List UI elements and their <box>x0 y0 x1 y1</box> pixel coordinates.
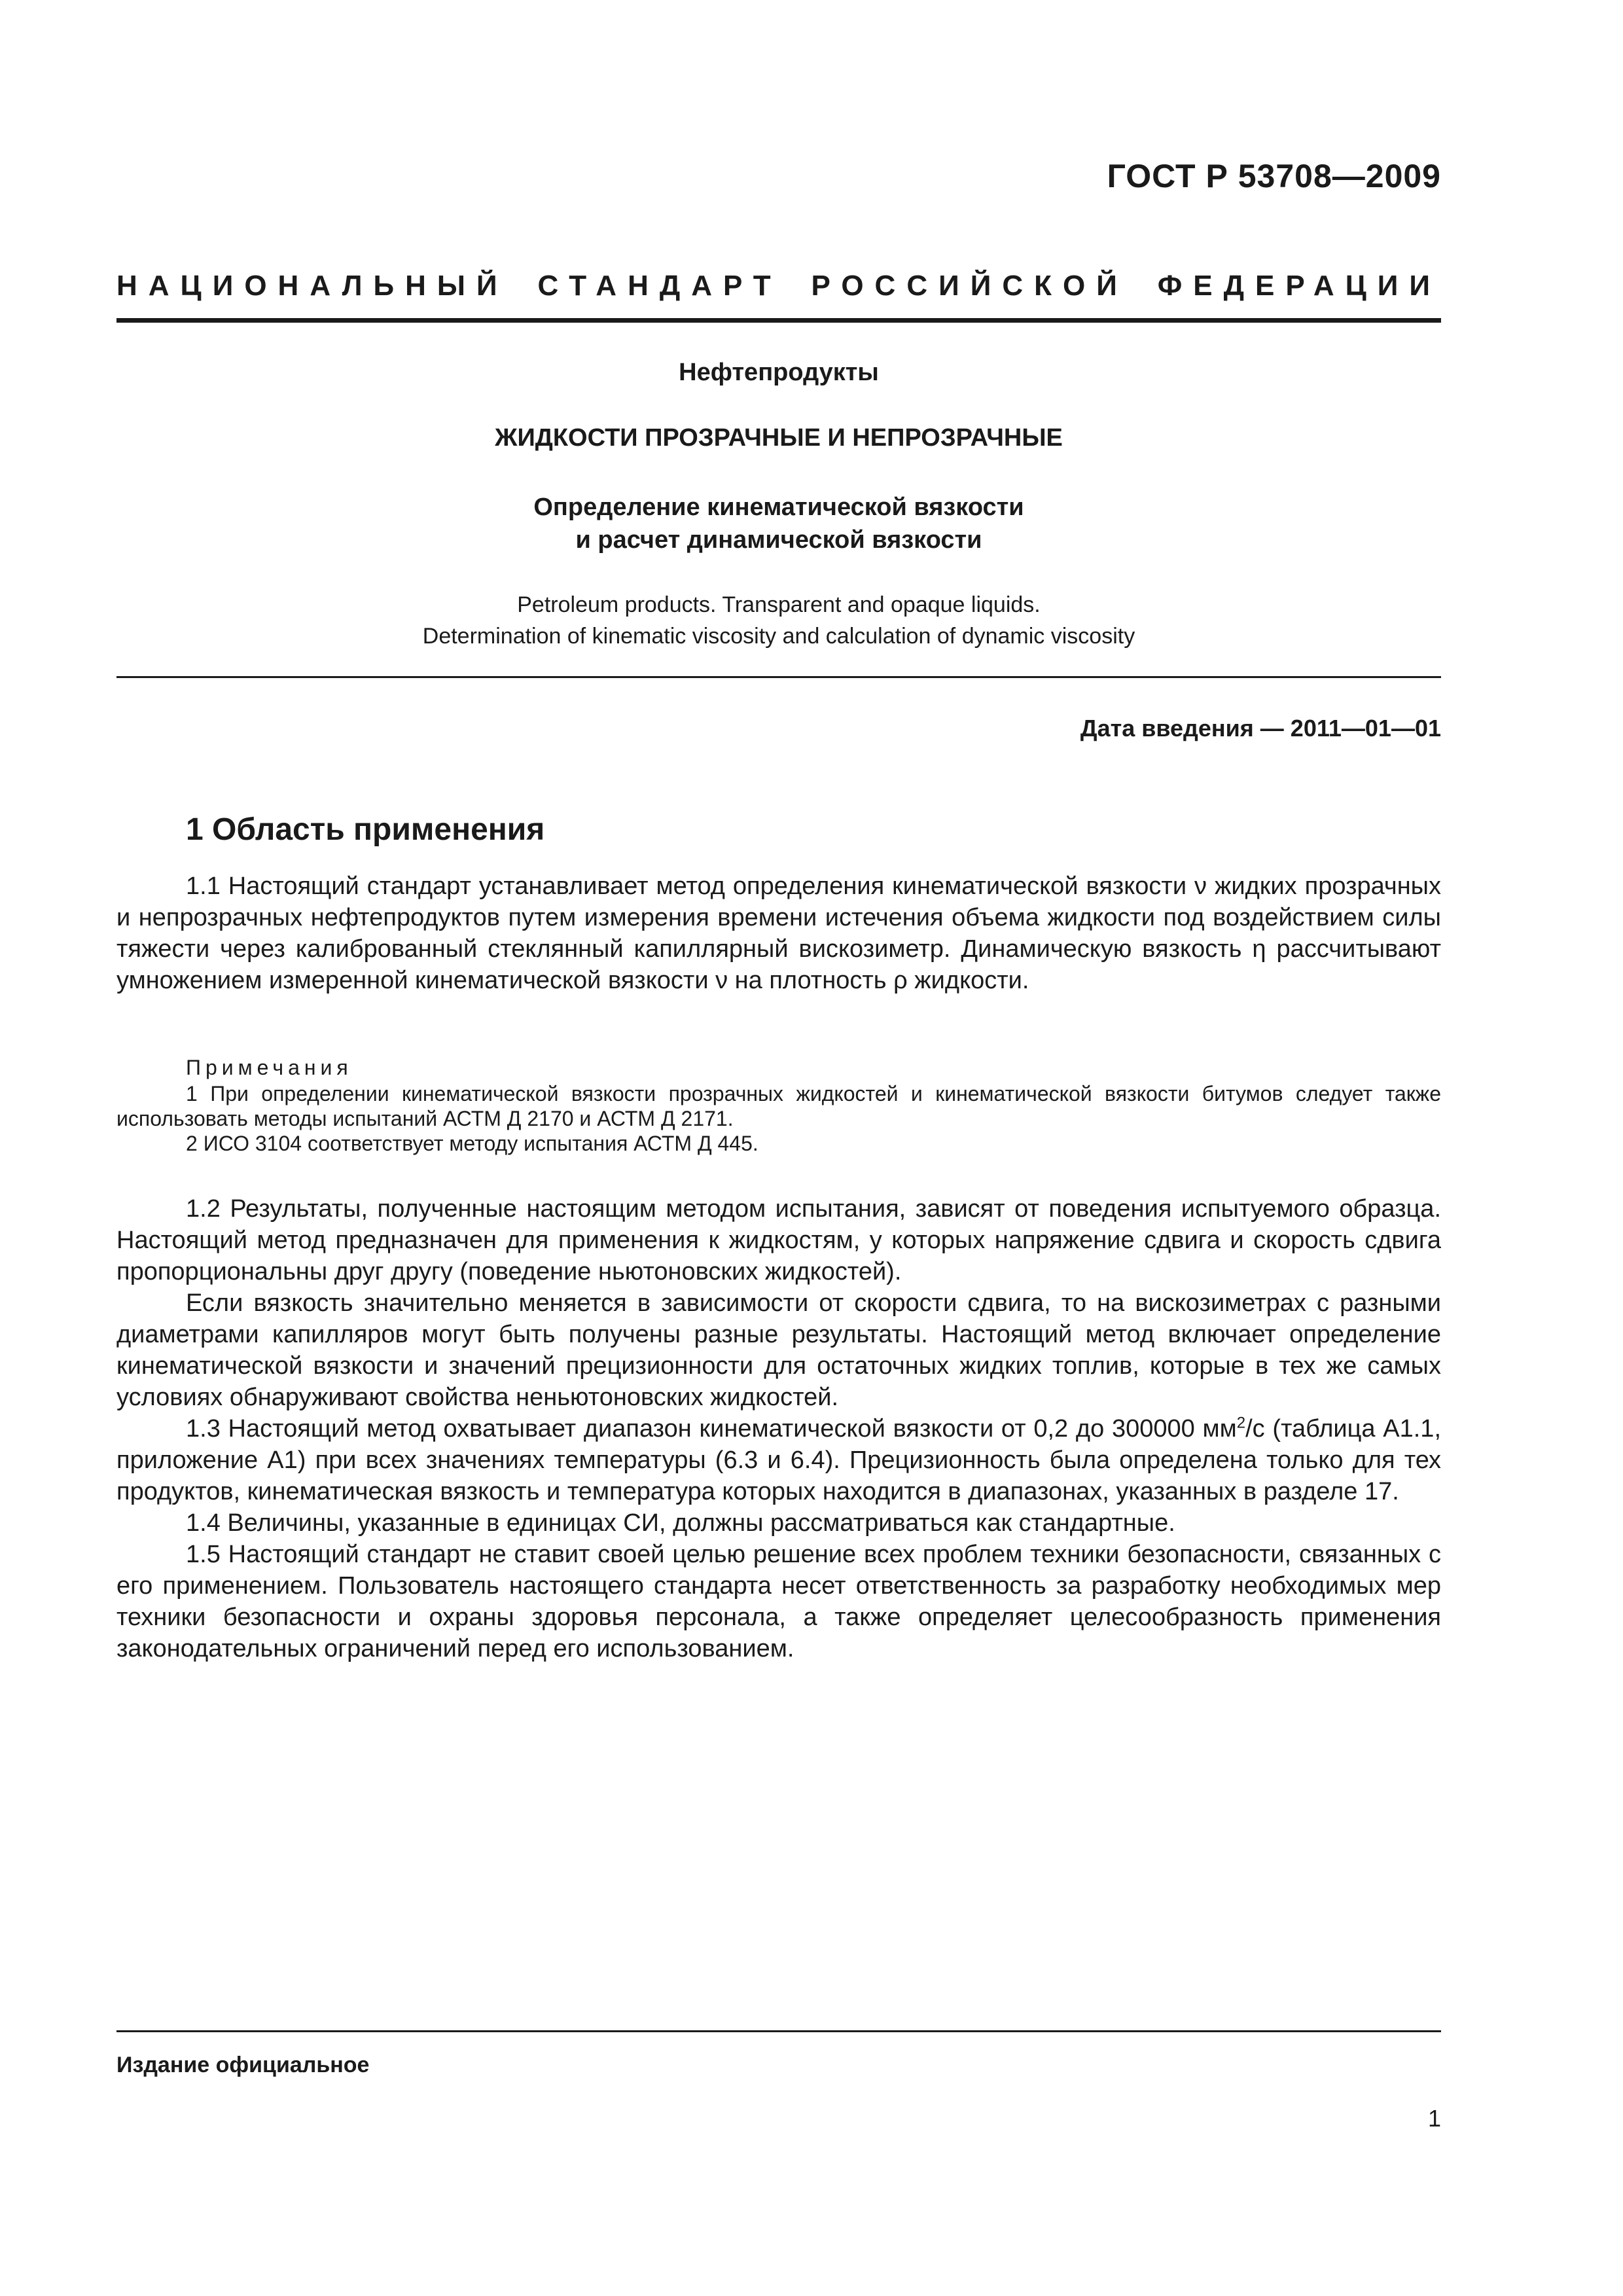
document-subtitle <box>116 491 1441 556</box>
paragraph-1-5: 1.5 Настоящий стандарт не ставит своей целью решение всех проблем техники безопасности, связанных с его применением. Пользователь настоящего стандарта несет ответственность за разработку необходимых мер техники безопасности и охраны здоровья персонала, а также определяет целесообразность применения законодательных ограничений перед его использованием. <box>116 1541 1441 1662</box>
footer-rule <box>116 2030 1441 2032</box>
paragraphs-1-2-to-1-5 <box>116 1193 1441 1664</box>
national-standard-title: НАЦИОНАЛЬНЫЙ СТАНДАРТ РОССИЙСКОЙ ФЕДЕРАЦИИ <box>116 270 1441 302</box>
gost-number: ГОСТ Р 53708—2009 <box>1107 158 1441 194</box>
note-2: 2 ИСО 3104 соответствует методу испытания АСТМ Д 445. <box>186 1132 758 1155</box>
english-title-line-1: Petroleum products. Transparent and opaque liquids. <box>517 592 1041 617</box>
subtitle-line-2: и расчет динамической вязкости <box>575 526 982 554</box>
page-number: 1 <box>1427 2105 1441 2132</box>
paragraph-1-3 <box>116 1413 1441 1507</box>
superscript-two: 2 <box>1236 1414 1246 1432</box>
english-title-line-2: Determination of kinematic viscosity and calculation of dynamic viscosity <box>422 624 1135 649</box>
subject-heading: Нефтепродукты <box>679 359 879 386</box>
notes-heading: Примечания <box>186 1056 353 1079</box>
section-heading: 1 Область применения <box>186 812 545 847</box>
paragraph-1-3-end: /с (таблица А1.1, приложение А1) при всех значениях температуры (6.3 и 6.4). Прецизионность была определена только для тех продуктов, кинематическая вязкость и температура которых находится в диапазонах, указанных в разделе 17. <box>116 1415 1442 1505</box>
paragraph-1-2: 1.2 Результаты, полученные настоящим методом испытания, зависят от поведения испытуемого образца. Настоящий метод предназначен для применения к жидкостям, у которых напряжение сдвига и скорость сдвига пропорциональны друг другу (поведение ньютоновских жидкостей). <box>116 1195 1441 1285</box>
paragraph-1-2-continued: Если вязкость значительно меняется в зависимости от скорости сдвига, то на вискозиметрах с разными диаметрами капилляров могут быть получены разные результаты. Настоящий метод включает определение кинематической вязкости и значений прецизионности для остаточных жидких топлив, которые в тех же самых условиях обнаруживают свойства неньютоновских жидкостей. <box>116 1289 1441 1411</box>
paragraph-1-3-start: 1.3 Настоящий метод охватывает диапазон кинематической вязкости от 0,2 до 300000 мм <box>186 1415 1237 1443</box>
subtitle-line-1: Определение кинематической вязкости <box>533 493 1024 521</box>
english-title <box>116 589 1441 652</box>
note-1: 1 При определении кинематической вязкости прозрачных жидкостей и кинематической вязкости битумов следует также использовать методы испытаний АСТМ Д 2170 и АСТМ Д 2171. <box>116 1082 1441 1130</box>
edition-label: Издание официальное <box>116 2053 370 2077</box>
paragraph-1-1: 1.1 Настоящий стандарт устанавливает метод определения кинематической вязкости ν жидких прозрачных и непрозрачных нефтепродуктов путем измерения времени истечения объема жидкости под воздействием силы тяжести через калиброванный стеклянный капиллярный вискозиметр. Динамическую вязкость η рассчитывают умножением измеренной кинематической вязкости ν на плотность ρ жидкости. <box>116 872 1441 994</box>
document-title: ЖИДКОСТИ ПРОЗРАЧНЫЕ И НЕПРОЗРАЧНЫЕ <box>495 424 1063 452</box>
paragraph-1-4: 1.4 Величины, указанные в единицах СИ, должны рассматриваться как стандартные. <box>186 1509 1175 1537</box>
header-rule <box>116 318 1441 323</box>
paragraph-1-1-block <box>116 870 1441 996</box>
title-rule <box>116 676 1441 678</box>
notes-block <box>116 1055 1441 1156</box>
introduction-date: Дата введения — 2011—01—01 <box>1080 715 1441 742</box>
